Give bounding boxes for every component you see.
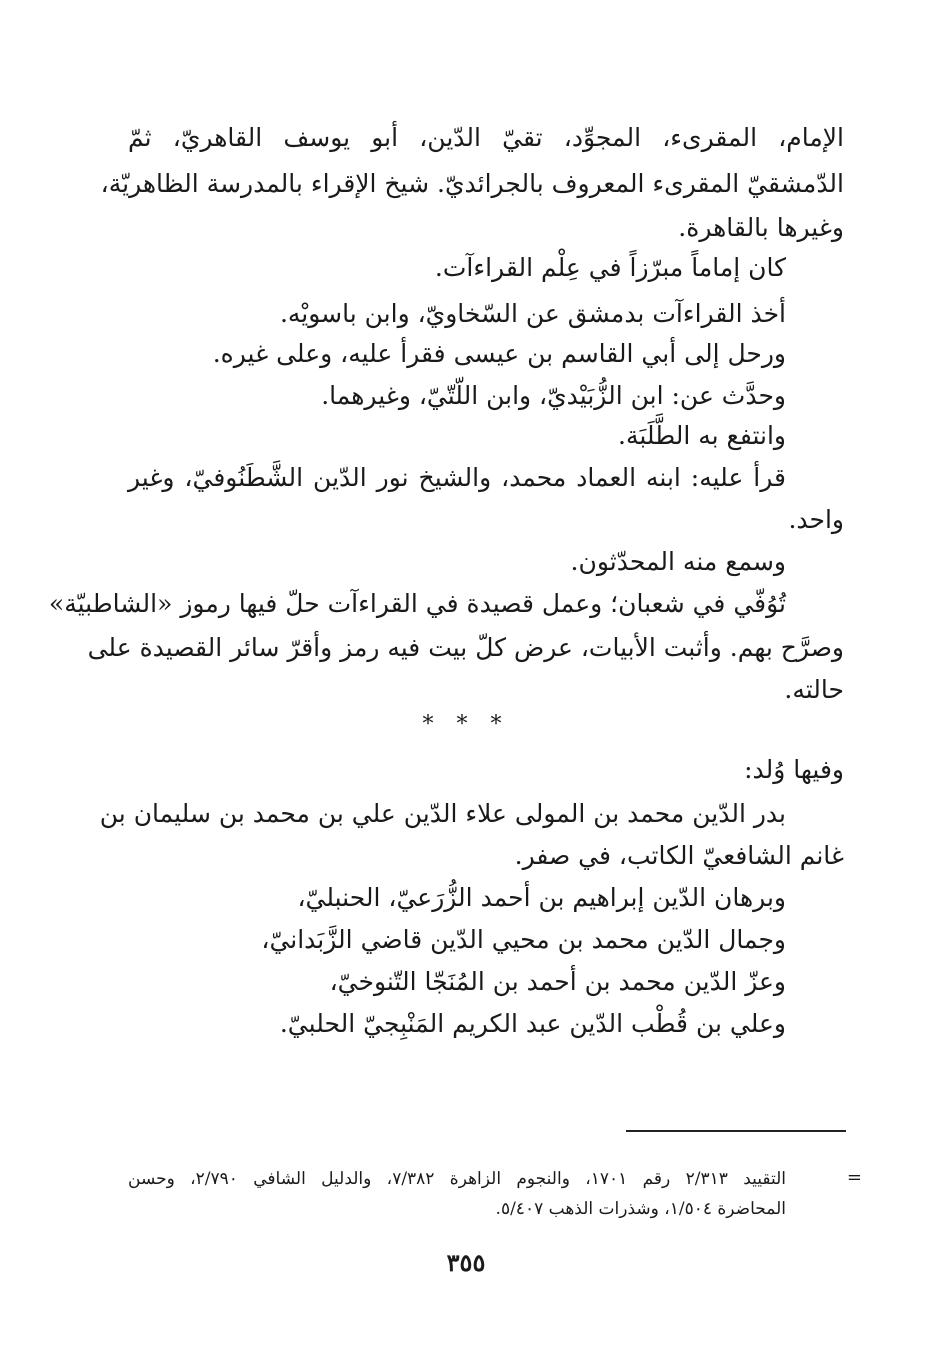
body-line: وغيرها بالقاهرة. (678, 213, 844, 242)
body-line: كان إماماً مبرّزاً في عِلْم القراءآت. (434, 253, 786, 282)
body-line: وجمال الدّين محمد بن محيي الدّين قاضي الزَّبَدانيّ، (261, 925, 786, 954)
body-line: بدر الدّين محمد بن المولى علاء الدّين علي بن محمد بن سليمان بن (99, 799, 786, 828)
body-line: تُوُفّي في شعبان؛ وعمل قصيدة في القراءآت حلّ فيها رموز «الشاطبيّة» (48, 589, 786, 618)
body-line: غانم الشافعيّ الكاتب، في صفر. (514, 841, 844, 870)
body-line: واحد. (788, 505, 844, 534)
body-line: ورحل إلى أبي القاسم بن عيسى فقرأ عليه، وعلى غيره. (212, 339, 786, 368)
body-line: وبرهان الدّين إبراهيم بن أحمد الزُّرَعيّ، الحنبليّ، (297, 883, 786, 912)
footnote-line: المحاضرة ١/٥٠٤، وشذرات الذهب ٥/٤٠٧. (495, 1199, 786, 1219)
page-number: ٣٥٥ (446, 1248, 486, 1277)
body-line: أخذ القراءآت بدمشق عن السّخاويّ، وابن باسويْه. (279, 299, 786, 328)
footnote-marker: = (846, 1167, 862, 1188)
body-line: وصرَّح بهم. وأثبت الأبيات، عرض كلّ بيت فيه رمز وأقرّ سائر القصيدة على (87, 633, 844, 662)
body-line: حالته. (784, 675, 844, 704)
body-line: وسمع منه المحدّثون. (570, 547, 786, 576)
footnote-divider (626, 1130, 846, 1132)
section-separator: * * * (422, 712, 510, 737)
body-line: وفيها وُلد: (744, 755, 844, 784)
body-line: وحدَّث عن: ابن الزُّبَيْديّ، وابن اللّتّيّ، وغيرهما. (321, 381, 786, 410)
body-line: وعلي بن قُطْب الدّين عبد الكريم المَنْبِجيّ الحلبيّ. (279, 1009, 786, 1038)
body-line: وعزّ الدّين محمد بن أحمد بن المُنَجّا التّنوخيّ، (329, 967, 786, 996)
body-line: وانتفع به الطَّلَبَة. (618, 421, 786, 450)
body-line: الإمام، المقرىء، المجوِّد، تقيّ الدّين، أبو يوسف القاهريّ، ثمّ (128, 123, 844, 152)
footnote-line: التقييد ٢/٣١٣ رقم ١٧٠١، والنجوم الزاهرة ٧/٣٨٢، والدليل الشافي ٢/٧٩٠، وحسن (128, 1169, 787, 1189)
body-line: الدّمشقيّ المقرىء المعروف بالجرائديّ. شيخ الإقراء بالمدرسة الظاهريّة، (100, 169, 844, 198)
body-line: قرأ عليه: ابنه العماد محمد، والشيخ نور الدّين الشَّطَنُوفيّ، وغير (128, 463, 786, 492)
